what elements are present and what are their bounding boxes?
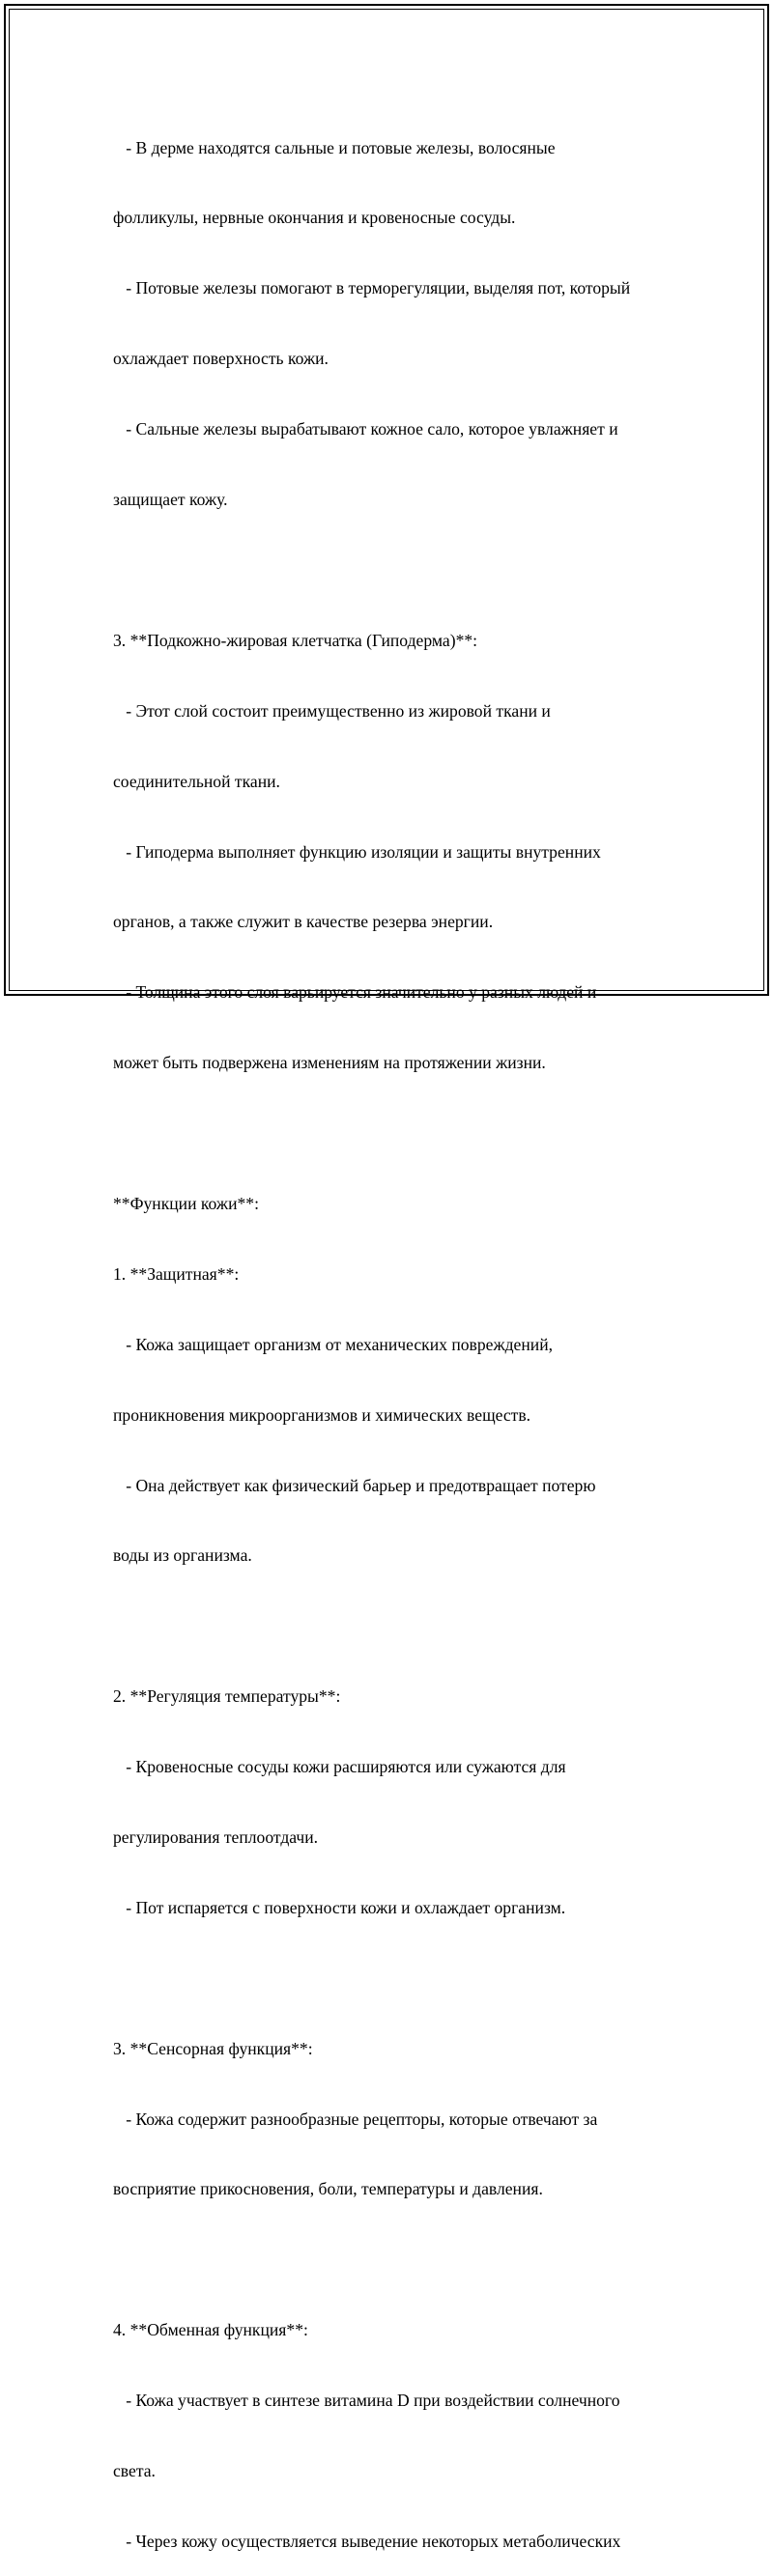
text-line: - Кожа содержит разнообразные рецепторы, которые отвечают за xyxy=(113,2109,598,2129)
text-line: защищает кожу. xyxy=(113,490,228,510)
text-line: - Пот испаряется с поверхности кожи и охлаждает организм. xyxy=(113,1897,566,1917)
text-line: - Сальные железы вырабатывают кожное сало, которое увлажняет и xyxy=(113,419,618,439)
text-line: охлаждает поверхность кожи. xyxy=(113,349,329,369)
blank-line xyxy=(113,1614,693,1637)
blank-line xyxy=(113,1967,693,1990)
text-line: - В дерме находятся сальные и потовые железы, волосяные xyxy=(113,137,556,157)
text-line: - Толщина этого слоя варьируется значительно у разных людей и xyxy=(113,982,597,1003)
section-heading: 3. **Подкожно-жировая клетчатка (Гиподерма)**: xyxy=(113,630,478,650)
blank-line xyxy=(113,558,693,581)
subsection-heading: 2. **Регуляция температуры**: xyxy=(113,1686,341,1707)
text-line: восприятие прикосновения, боли, температуры и давления. xyxy=(113,2179,543,2199)
text-line: - Кровеносные сосуды кожи расширяются или сужаются для xyxy=(113,1757,566,1777)
document-text xyxy=(113,89,693,2576)
text-line: - Гиподерма выполняет функцию изоляции и защиты внутренних xyxy=(113,841,601,862)
text-line: - Потовые железы помогают в терморегуляции, выделяя пот, который xyxy=(113,278,631,298)
text-line: органов, а также служит в качестве резерва энергии. xyxy=(113,912,494,932)
text-line: света. xyxy=(113,2460,156,2480)
blank-line xyxy=(113,2248,693,2271)
text-line: проникновения микроорганизмов и химических веществ. xyxy=(113,1404,531,1425)
text-line: - Она действует как физический барьер и предотвращает потерю xyxy=(113,1475,596,1495)
subsection-heading: 3. **Сенсорная функция**: xyxy=(113,2038,313,2058)
text-line: воды из организма. xyxy=(113,1545,252,1566)
text-line: регулирования теплоотдачи. xyxy=(113,1826,319,1847)
text-line: фолликулы, нервные окончания и кровеносные сосуды. xyxy=(113,208,516,228)
text-line: - Кожа защищает организм от механических повреждений, xyxy=(113,1334,554,1354)
text-line: - Кожа участвует в синтезе витамина D при воздействии солнечного xyxy=(113,2391,620,2411)
text-line: может быть подвержена изменениям на протяжении жизни. xyxy=(113,1053,546,1073)
subsection-heading: 1. **Защитная**: xyxy=(113,1263,240,1284)
blank-line xyxy=(113,1121,693,1145)
text-line: - Этот слой состоит преимущественно из жировой ткани и xyxy=(113,700,551,721)
subsection-heading: 4. **Обменная функция**: xyxy=(113,2320,308,2340)
section-heading: **Функции кожи**: xyxy=(113,1193,259,1213)
text-line: соединительной ткани. xyxy=(113,771,280,791)
text-line: - Через кожу осуществляется выведение некоторых метаболических xyxy=(113,2531,621,2551)
